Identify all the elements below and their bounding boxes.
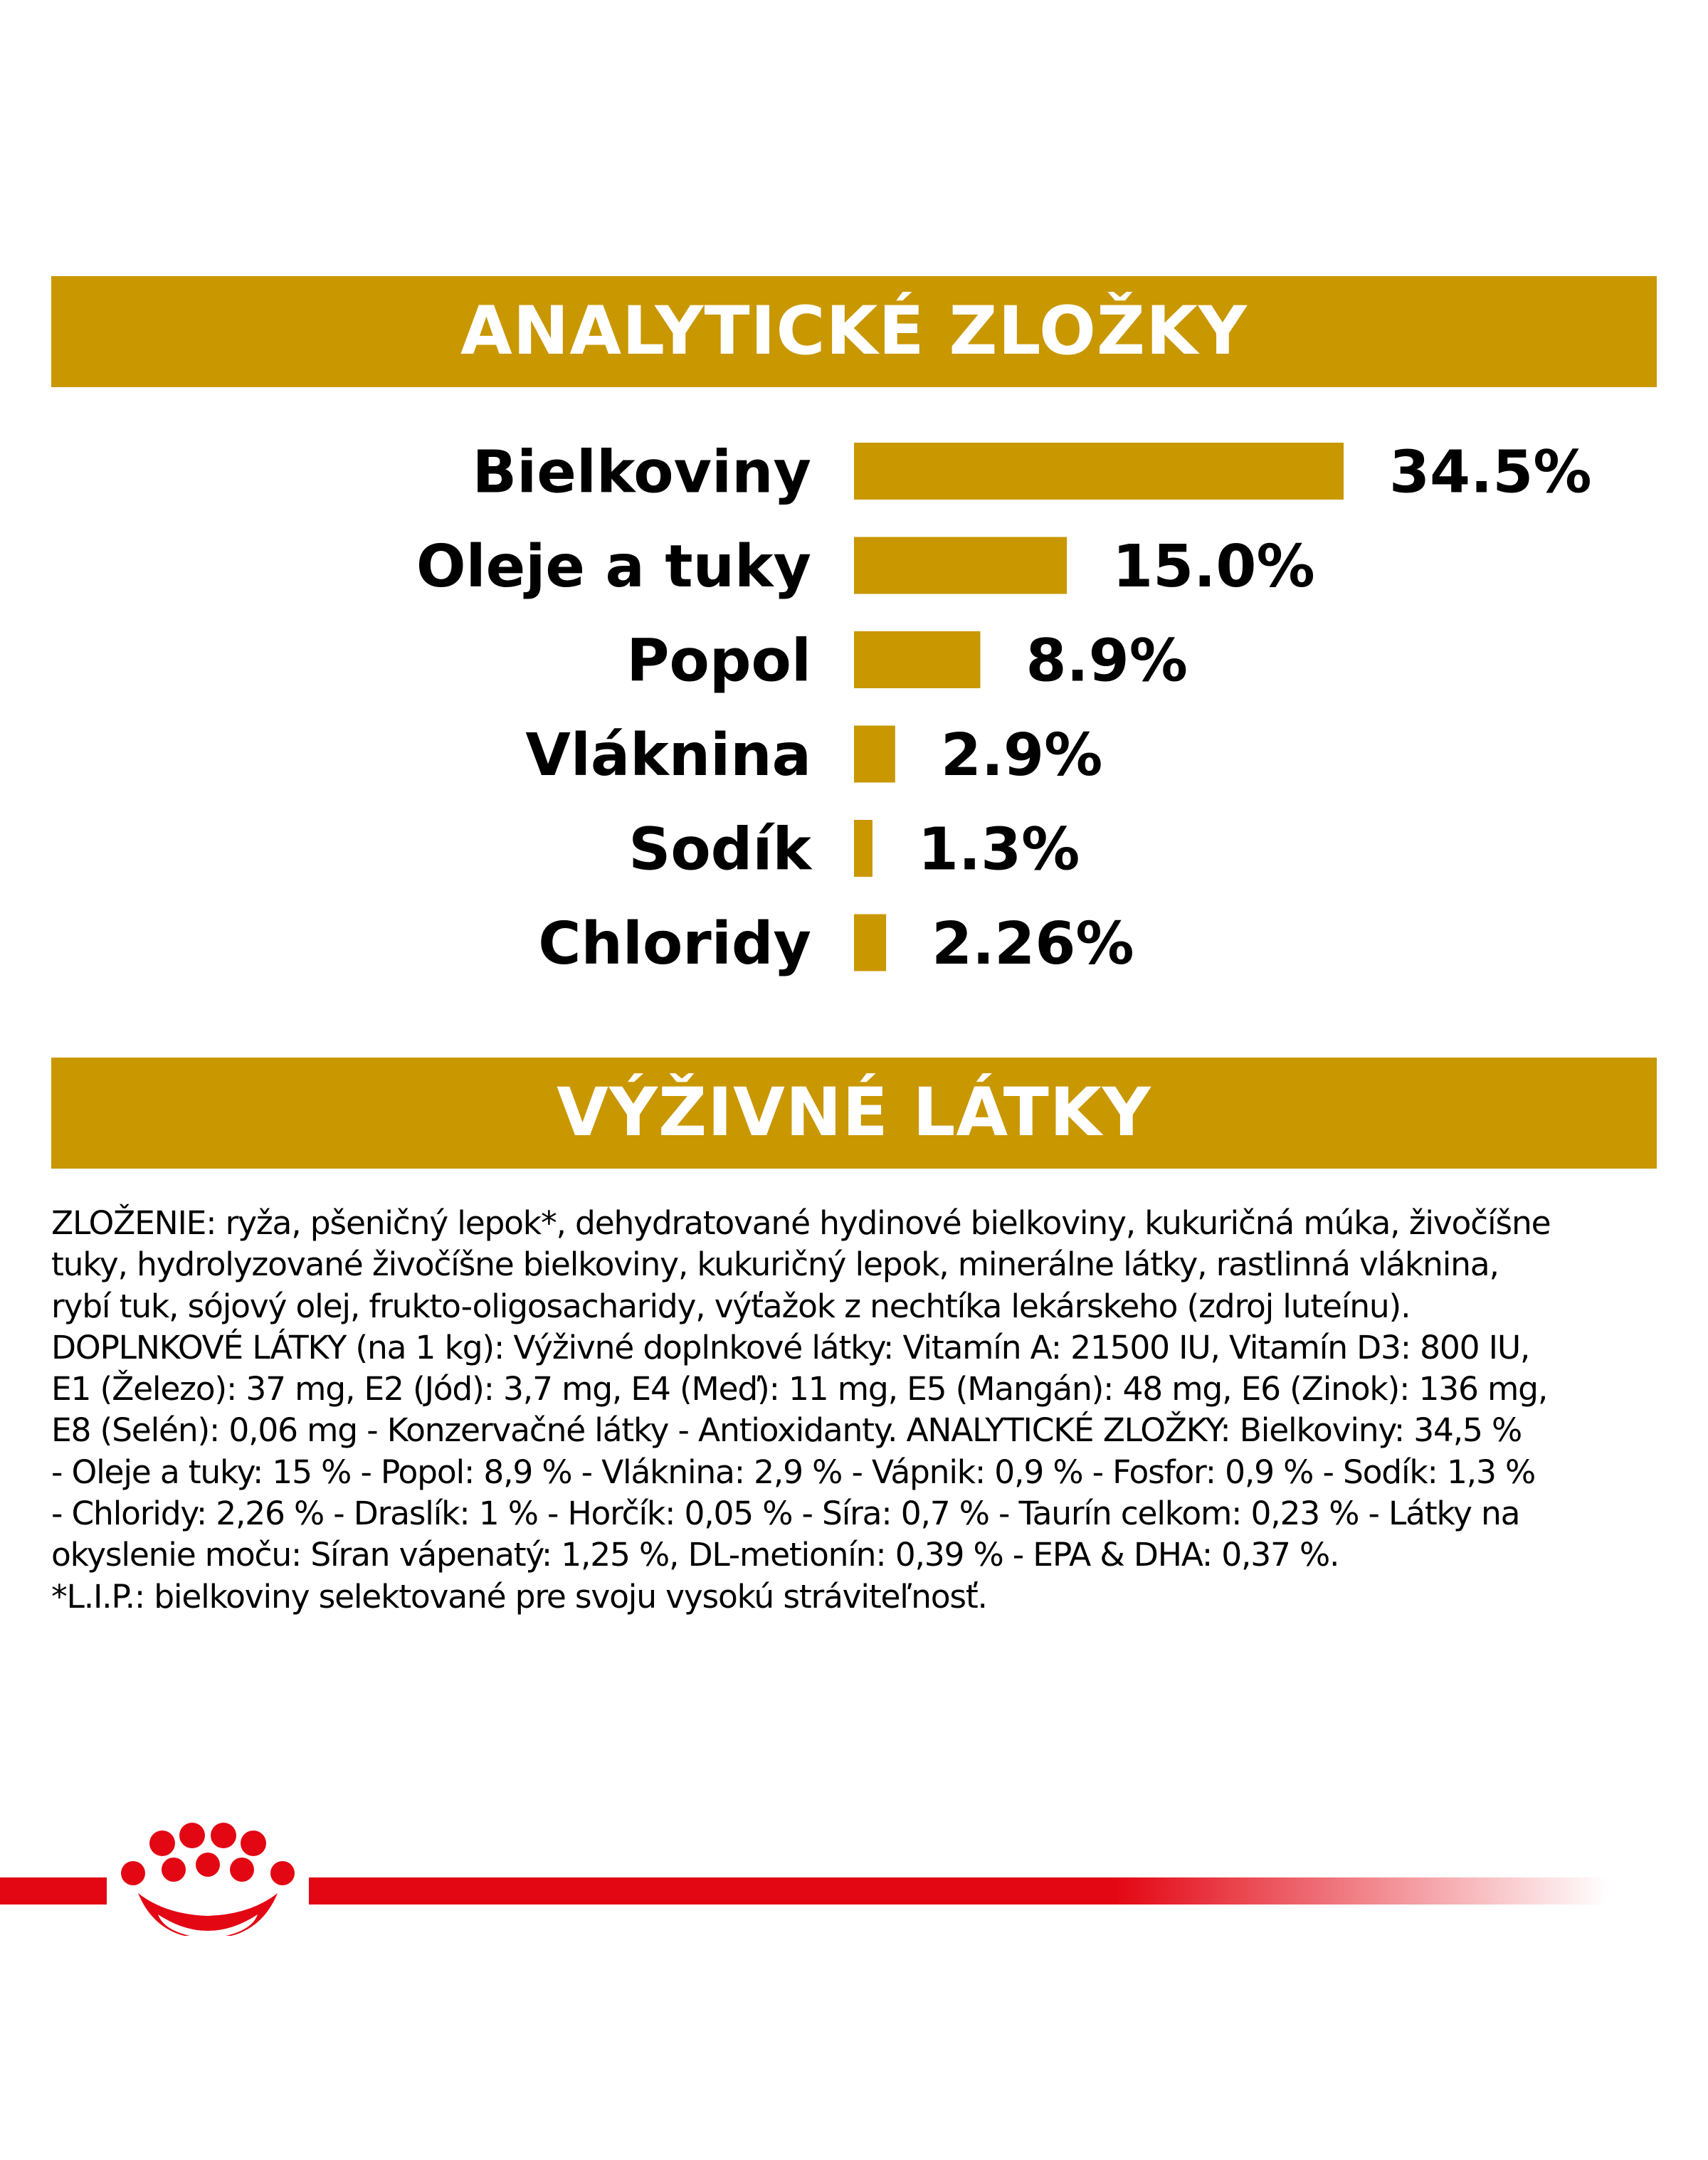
value-label: 15.0%	[1112, 533, 1315, 601]
composition-line: - Oleje a tuky: 15 % - Popol: 8,9 % - Vláknina: 2,9 % - Vápnik: 0,9 % - Fosfor: 0,9 % - Sodík: 1,3 %	[51, 1453, 1535, 1491]
category-label: Sodík	[628, 816, 811, 884]
composition-line: E1 (Železo): 37 mg, E2 (Jód): 3,7 mg, E4 (Meď): 11 mg, E5 (Mangán): 48 mg, E6 (Zinok): 136 mg,	[51, 1370, 1548, 1408]
composition-line: okyslenie moču: Síran vápenatý: 1,25 %, DL-metionín: 0,39 % - EPA & DHA: 0,37 %.	[51, 1536, 1339, 1574]
banner-analytic-title: ANALYTICKÉ ZLOŽKY	[460, 293, 1248, 370]
bar	[854, 631, 980, 688]
value-label: 34.5%	[1389, 438, 1592, 507]
value-label: 2.9%	[940, 722, 1103, 790]
bar	[854, 443, 1344, 500]
brand-stripe-right	[309, 1877, 1608, 1905]
composition-line: DOPLNKOVÉ LÁTKY (na 1 kg): Výživné doplnkové látky: Vitamín A: 21500 IU, Vitamín D3: 800 IU,	[51, 1328, 1530, 1366]
composition-text	[51, 1203, 1657, 1618]
bar	[854, 915, 886, 971]
banner-nutrients	[51, 1058, 1657, 1169]
bar	[854, 537, 1067, 594]
analytic-bar-chart	[0, 427, 1708, 996]
category-label: Bielkoviny	[472, 438, 811, 507]
category-label: Popol	[626, 627, 811, 695]
value-label: 1.3%	[917, 816, 1080, 884]
composition-line: rybí tuk, sójový olej, frukto-oligosacharidy, výťažok z nechtíka lekárskeho (zdroj luteínu).	[51, 1287, 1411, 1325]
category-label: Vláknina	[525, 722, 811, 790]
banner-analytic	[51, 276, 1657, 387]
banner-nutrients-title: VÝŽIVNÉ LÁTKY	[557, 1074, 1151, 1152]
crown-icon	[121, 1823, 295, 1936]
value-label: 8.9%	[1026, 627, 1188, 695]
brand-stripe-left	[0, 1877, 107, 1905]
composition-line: *L.I.P.: bielkoviny selektované pre svoju vysokú stráviteľnosť.	[51, 1577, 987, 1616]
composition-line: tuky, hydrolyzované živočíšne bielkoviny, kukuričný lepok, minerálne látky, rastlinná vláknina,	[51, 1245, 1499, 1284]
category-label: Chloridy	[538, 910, 811, 979]
bar	[854, 726, 895, 783]
value-label: 2.26%	[932, 910, 1134, 979]
brand-bar	[0, 1822, 1708, 1936]
category-label: Oleje a tuky	[416, 533, 811, 601]
composition-line: - Chloridy: 2,26 % - Draslík: 1 % - Horčík: 0,05 % - Síra: 0,7 % - Taurín celkom: 0,23 % - Látky na	[51, 1495, 1520, 1533]
composition-line: E8 (Selén): 0,06 mg - Konzervačné látky - Antioxidanty. ANALYTICKÉ ZLOŽKY: Bielkoviny: 34,5 %	[51, 1411, 1522, 1450]
composition-line: ZLOŽENIE: ryža, pšeničný lepok*, dehydratované hydinové bielkoviny, kukuričná múka, živočíšne	[51, 1204, 1551, 1242]
bar	[854, 820, 873, 877]
